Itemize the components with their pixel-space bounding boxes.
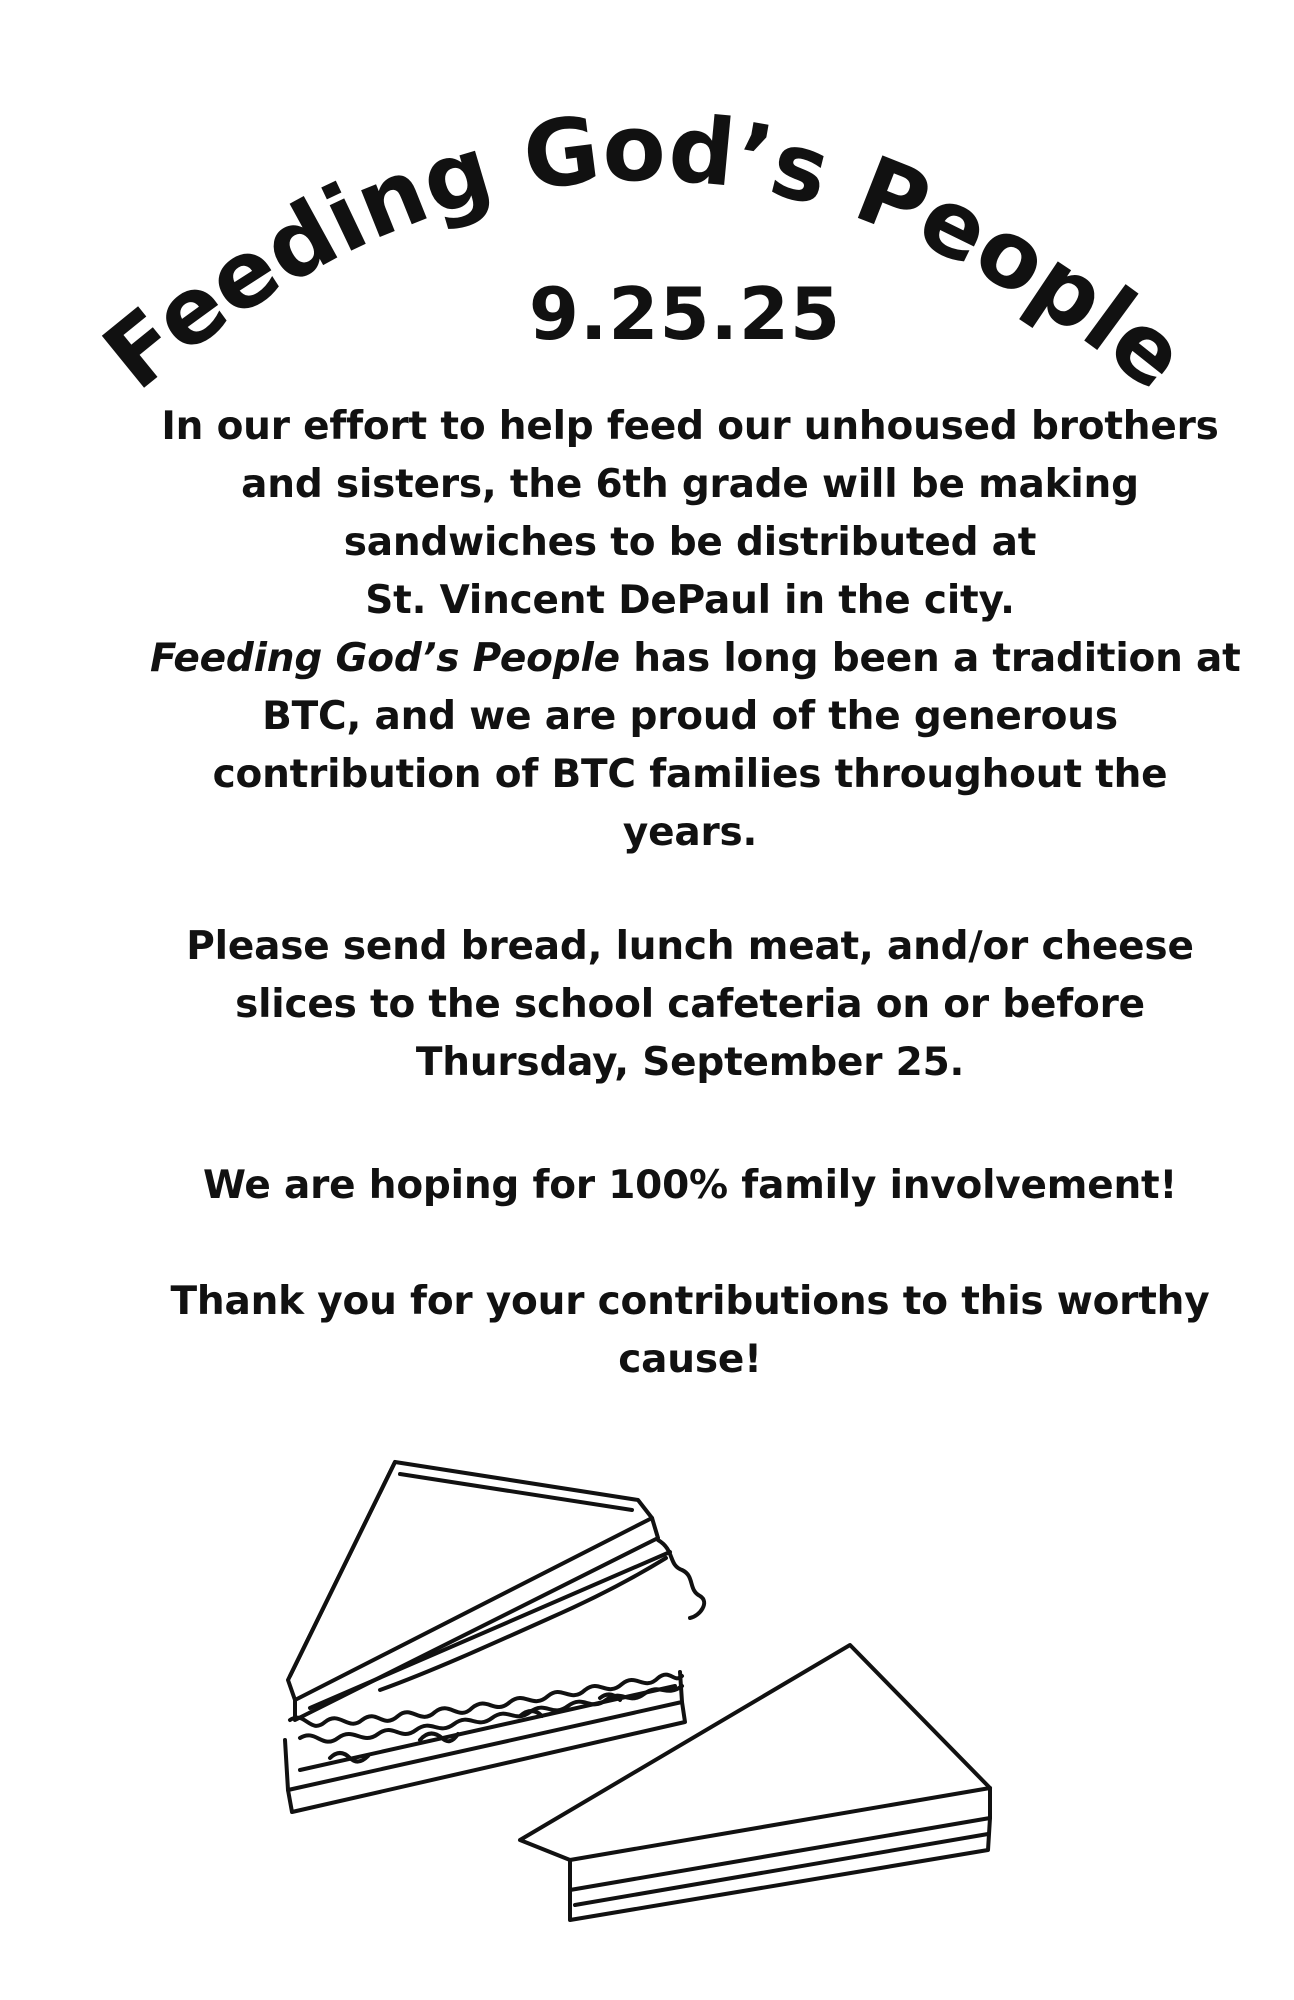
flyer-title (0, 0, 1294, 460)
text-line: and sisters, the 6th grade will be making (241, 462, 1139, 507)
text-line: slices to the school cafeteria on or before (235, 982, 1145, 1027)
lettuce-filling (290, 1675, 682, 1726)
donation-request-paragraph (150, 918, 1230, 1092)
text-line (150, 630, 1241, 688)
event-date: 9.25.25 (528, 272, 842, 356)
text-line: We are hoping for 100% family involvement! (202, 1163, 1178, 1208)
italic-title: Feeding God’s People (150, 636, 620, 681)
back-slice-top (520, 1645, 990, 1860)
meat-layer-2 (380, 1558, 666, 1690)
text-line: years. (622, 810, 758, 855)
text-line: cause! (618, 1337, 762, 1382)
back-slice-edge (570, 1788, 990, 1890)
thank-you-paragraph (150, 1273, 1230, 1389)
flyer-title-text: Feeding God’s People (83, 94, 1206, 411)
front-bottom-bread (285, 1672, 682, 1790)
text-line: BTC, and we are proud of the generous (262, 694, 1118, 739)
text-line: contribution of BTC families throughout the (212, 752, 1168, 797)
text-line: sandwiches to be distributed at (343, 520, 1037, 565)
involvement-paragraph (150, 1157, 1230, 1215)
intro-paragraph (150, 398, 1241, 862)
back-slice-crust (575, 1834, 988, 1905)
text-line: Thank you for your contributions to this worthy (170, 1279, 1210, 1324)
text-line: In our effort to help feed our unhoused brothers (161, 404, 1219, 449)
text-line: Thursday, September 25. (415, 1040, 965, 1085)
sandwich-illustration (270, 1440, 1030, 1960)
front-top-crust-left (290, 1462, 395, 1676)
text-fragment: has long been a tradition at (619, 636, 1241, 681)
text-line: Please send bread, lunch meat, and/or cheese (186, 924, 1194, 969)
text-line: St. Vincent DePaul in the city. (365, 578, 1015, 623)
lettuce-right (658, 1540, 704, 1618)
meat-layer (310, 1552, 670, 1708)
front-slice-top (288, 1462, 652, 1700)
